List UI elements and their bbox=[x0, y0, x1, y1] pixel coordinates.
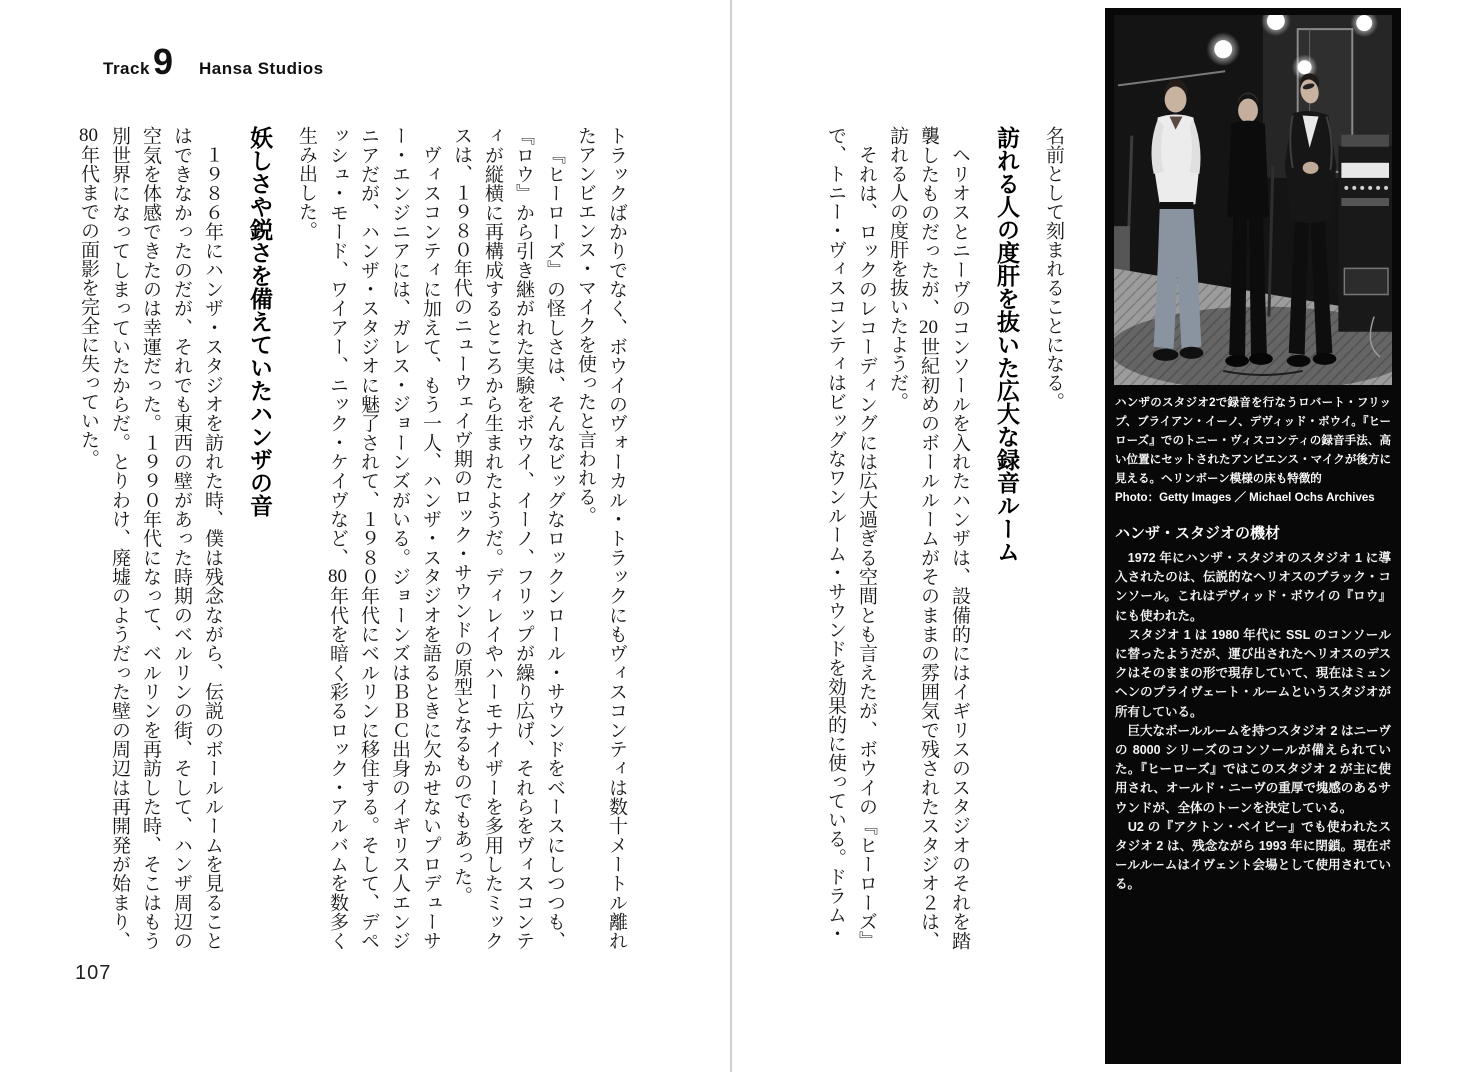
body-paragraph: それは、ロックのレコーディングには広大過ぎる空間とも言えたが、ボウイの『ヒーローズ』で、トニー・ヴィスコンティはビッグなワンルーム・サウンドを効果的に使っている。ドラム・ bbox=[825, 126, 877, 950]
photo-credit: Photo：Getty Images ／ Michael Ochs Archives bbox=[1115, 492, 1375, 504]
sidebar-paragraphs bbox=[1115, 549, 1391, 895]
page-number: 107 bbox=[75, 962, 112, 984]
track-label: Track bbox=[103, 59, 150, 78]
sidebar-paragraph: 1972 年にハンザ・スタジオのスタジオ 1 に導入されたのは、伝説的なヘリオスのブラック・コンソール。これはデヴィッド・ボウイの『ロウ』にも使われた。 bbox=[1115, 551, 1391, 623]
tate-chu-yoko-number: 80 bbox=[328, 566, 347, 586]
section-heading: 訪れる人の度肝を抜いた広大な録音ルーム bbox=[994, 126, 1020, 563]
page-gutter-divider bbox=[730, 0, 732, 1072]
sidebar-heading: ハンザ・スタジオの機材 bbox=[1115, 525, 1281, 542]
section-heading: 妖しさや鋭さを備えていたハンザの音 bbox=[247, 126, 273, 517]
body-paragraph: 名前として刻まれることになる。 bbox=[1043, 126, 1064, 411]
body-paragraph: ヘリオスとニーヴのコンソールを入れたハンザは、設備的にはイギリスのスタジオのそれを踏襲したものだったが、20世紀初めのボールルームがそのままの雰囲気で残されたスタジオ２は、訪れる人の度肝を抜いたようだ。 bbox=[887, 126, 970, 950]
body-paragraph: 『ヒーローズ』の怪しさは、そんなビッグなロックンロール・サウンドをベースにしつつも、『ロウ』から引き継がれた実験をボウイ、イーノ、フリップが繰り広げ、それらをヴィスコンティが縦横に再構成するところから生まれたようだ。ディレイやハーモナイザーを多用したミックスは、１９８０年代のニューウェイヴ期のロック・サウンドの原型となるものでもあった。 bbox=[451, 126, 565, 950]
sidebar-panel bbox=[1105, 8, 1401, 1064]
tate-chu-yoko-number: 20 bbox=[919, 317, 938, 337]
body-paragraph: ヴィスコンティに加えて、もう一人、ハンザ・スタジオを語るときに欠かせないプロデューサー・エンジニアには、ガレス・ジョーンズがいる。ジョーンズはＢＢＣ出身のイギリス人エンジニアだが、ハンザ・スタジオに魅了されて、１９８０年代にベルリンに移住する。そして、デペッシュ・モード、ワイアー、ニック・ケイヴなど、80年代を暗く彩るロック・アルバムを数多く生み出した。 bbox=[296, 126, 441, 951]
studio-title: Hansa Studios bbox=[198, 59, 324, 78]
equipment-rack bbox=[1338, 135, 1392, 357]
sidebar-paragraph: U2 の『アクトン・ベイビー』でも使われたスタジオ 2 は、残念ながら 1993 年に閉鎖。現在ボールルームはイヴェント会場として使用されている。 bbox=[1115, 819, 1391, 892]
right-page-body bbox=[739, 126, 1069, 950]
tate-chu-yoko-number: 80 bbox=[79, 126, 98, 145]
body-paragraph: トラックばかりでなく、ボウイのヴォーカル・トラックにもヴィスコンティは数十メートル離れたアンビエンス・マイクを使ったと言われる。 bbox=[575, 126, 627, 950]
body-paragraph: １９８６年にハンザ・スタジオを訪れた時、僕は残念ながら、伝説のボールルームを見ることはできなかったのだが、それでも東西の壁があった時期のベルリンの街、そして、ハンザ周辺の空気を体感できたのは幸運だった。１９９０年代になって、ベルリンを再訪した時、そこはもう別世界になってしまっていたからだ。とりわけ、廃墟のようだった壁の周辺は再開発が始まり、80年代までの面影を完全に失っていた。 bbox=[78, 126, 223, 950]
studio-photo bbox=[1114, 15, 1392, 385]
track-header bbox=[103, 41, 324, 82]
studio-photo-illustration bbox=[1114, 15, 1392, 385]
photo-caption: ハンザのスタジオ2で録音を行なうロバート・フリップ、ブライアン・イーノ、デヴィッド・ボウイ。『ヒーローズ』でのトニー・ヴィスコンティの録音手法、高い位置にセットされたアンビエンス・マイクが後方に見える。ヘリンボーン模様の床も特徴的 bbox=[1115, 397, 1391, 485]
sidebar-paragraph: スタジオ 1 は 1980 年代に SSL のコンソールに替ったようだが、運び出されたヘリオスのデスクはそのままの形で現存していて、現在はミュンヘンのプライヴェート・ルームというスタジオが所有している。 bbox=[1115, 627, 1391, 719]
left-page-body bbox=[72, 126, 632, 950]
track-number: 9 bbox=[152, 41, 173, 82]
sidebar-paragraph: 巨大なボールルームを持つスタジオ 2 はニーヴの 8000 シリーズのコンソールが備えられていた。『ヒーローズ』ではこのスタジオ 2 が主に使用され、オールド・ニーヴの重厚で塊感のあるサウンドが、全体のトーンを決定している。 bbox=[1115, 723, 1391, 815]
